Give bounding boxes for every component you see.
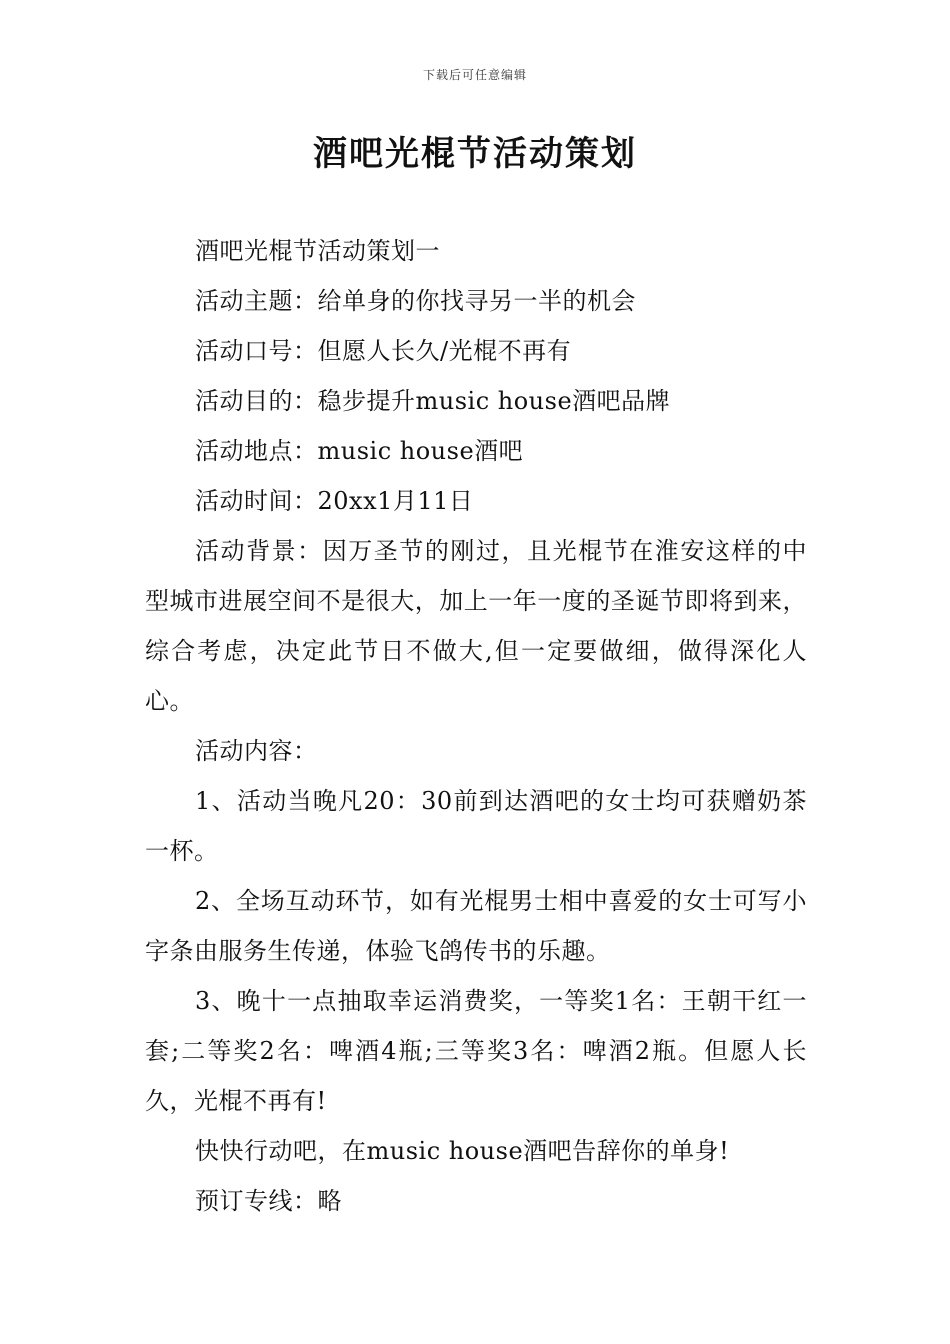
paragraph-location: 活动地点：music house酒吧 bbox=[195, 437, 524, 465]
header-note: 下载后可任意编辑 bbox=[422, 68, 527, 82]
paragraph-time: 活动时间：20xx1月11日 bbox=[195, 487, 474, 515]
paragraph-purpose: 活动目的：稳步提升music house酒吧品牌 bbox=[195, 387, 671, 415]
document-title: 酒吧光棍节活动策划 bbox=[313, 134, 637, 174]
paragraph-subtitle: 酒吧光棍节活动策划一 bbox=[195, 237, 440, 265]
paragraph-content-heading: 活动内容： bbox=[195, 737, 318, 765]
document-body bbox=[145, 226, 807, 1226]
paragraph-item-3: 3、晚十一点抽取幸运消费奖，一等奖1名：王朝干红一套;二等奖2名：啤酒4瓶;三等奖3名：啤酒2瓶。但愿人长久，光棍不再有! bbox=[145, 987, 807, 1115]
paragraph-call-to-action: 快快行动吧，在music house酒吧告辞你的单身! bbox=[195, 1137, 730, 1165]
paragraph-slogan: 活动口号：但愿人长久/光棍不再有 bbox=[195, 337, 572, 365]
paragraph-booking-line: 预订专线：略 bbox=[195, 1187, 342, 1215]
paragraph-background: 活动背景：因万圣节的刚过，且光棍节在淮安这样的中型城市进展空间不是很大，加上一年一度的圣诞节即将到来，综合考虑，决定此节日不做大,但一定要做细，做得深化人心。 bbox=[145, 537, 807, 715]
paragraph-item-1: 1、活动当晚凡20：30前到达酒吧的女士均可获赠奶茶一杯。 bbox=[145, 787, 807, 865]
paragraph-theme: 活动主题：给单身的你找寻另一半的机会 bbox=[195, 287, 636, 315]
paragraph-item-2: 2、全场互动环节，如有光棍男士相中喜爱的女士可写小字条由服务生传递，体验飞鸽传书的乐趣。 bbox=[145, 887, 807, 965]
